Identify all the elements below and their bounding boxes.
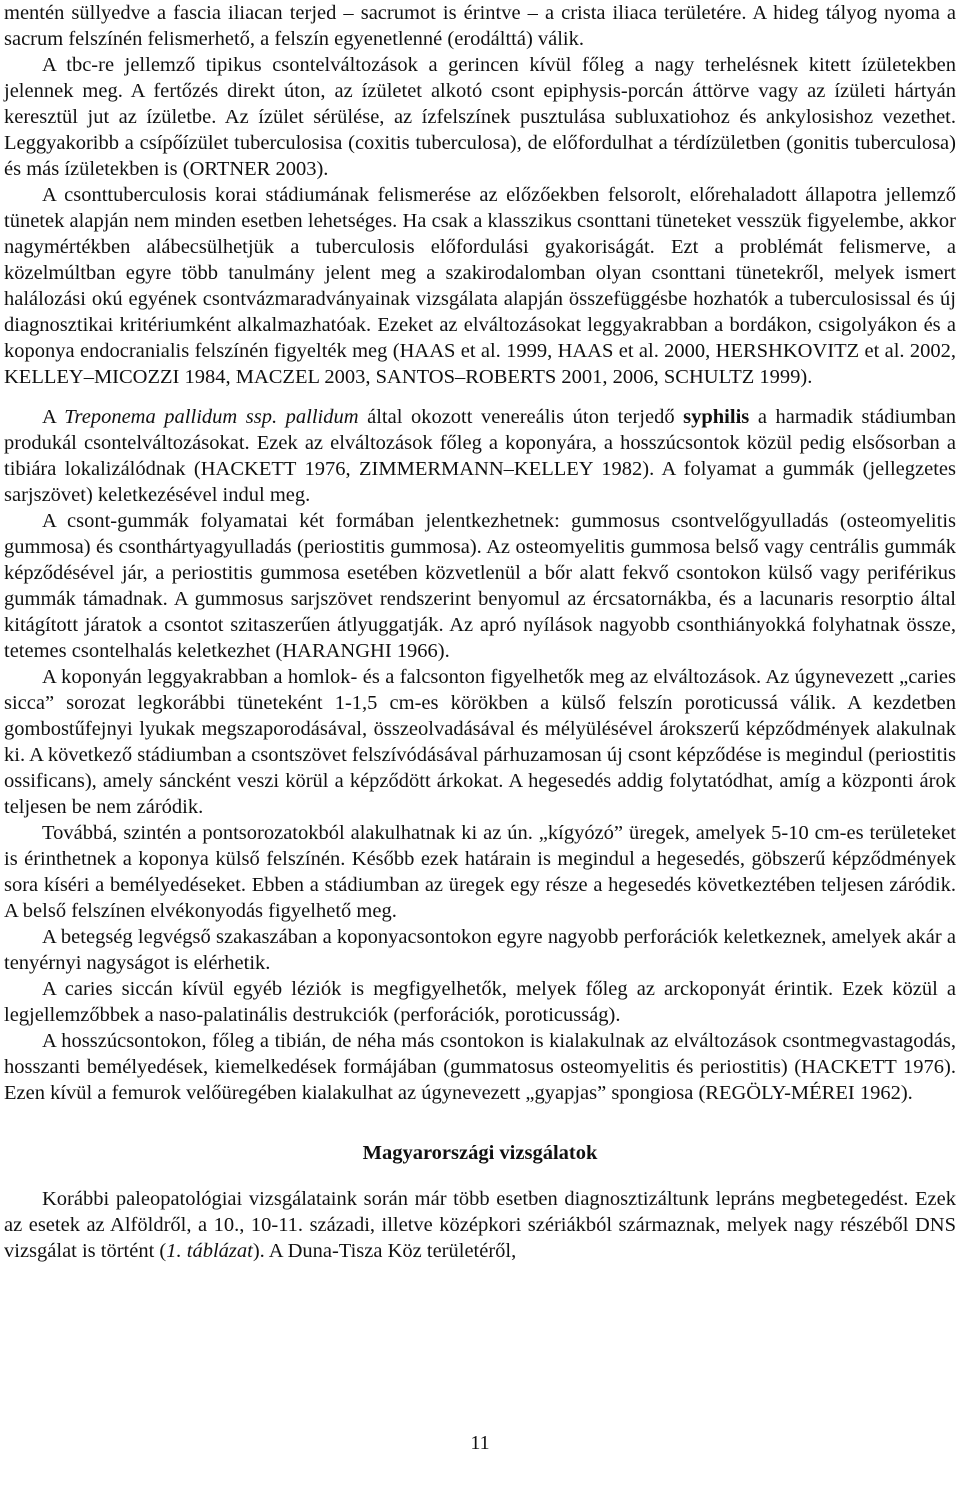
- text-run: által okozott venereális úton terjedő: [358, 406, 684, 428]
- paragraph: [4, 0, 956, 52]
- paragraph: [4, 1028, 956, 1106]
- paragraph: [4, 52, 956, 182]
- paragraph: [4, 976, 956, 1028]
- text-run: a harmadik stádiumban produkál csontelváltozásokat. Ezek az elváltozások főleg a koponyára, a hosszúcsontok közül pedig elsősorban a tibiára lokalizálódnak (HACKETT 1976, ZIMMERMANN–KELLEY 1982). A folyamat a gummák (jellegzetes sarjszövet) keletkezésével indul meg.: [4, 406, 956, 506]
- page-number: 11: [470, 1432, 490, 1454]
- text-run: mentén süllyedve a fascia iliacan terjed – sacrumot is érintve – a crista iliaca területére. A hideg tályog nyoma a sacrum felszínén felismerhető, a felszín egyenetlenné (erodálttá) válik.: [4, 2, 956, 50]
- text-run: A hosszúcsontokon, főleg a tibián, de néha más csontokon is kialakulnak az elváltozások csontmegvastagodás, hosszanti bemélyedések, kiemelkedések formájában (gummatosus osteomyelitis és periostitis) (HACKETT 1976). Ezen kívül a femurok velőüregében kialakulhat az úgynevezett „gyapjas” spongiosa (REGÖLY-MÉREI 1962).: [4, 1030, 956, 1104]
- text-run: A caries siccán kívül egyéb léziók is megfigyelhetők, melyek főleg az arckoponyát érintik. Ezek közül a legjellemzőbbek a naso-palatinális destrukciók (perforációk, poroticusság).: [4, 978, 956, 1026]
- text-run: ). A Duna-Tisza Köz területéről,: [252, 1240, 517, 1262]
- document-page: [4, 0, 956, 1264]
- text-run: A koponyán leggyakrabban a homlok- és a falcsonton figyelhetők meg az elváltozások. Az úgynevezett „caries sicca” sorozat legkorábbi tüneteként 1-1,5 cm-es körökben a külső felszín poroticussá válik. A kezdetben gombostűfejnyi lyukak megszaporodásával, összeolvadásával és mélyülésével árokszerű képződmények alakulnak ki. A következő stádiumban a csontszövet felszívódásával párhuzamosan új csont képződése is megindul (periostitis ossificans), amely sáncként veszi körül a képződött árkokat. A hegesedés addig folytatódhat, amíg a központi árok teljesen be nem záródik.: [4, 666, 956, 818]
- text-run: A: [42, 406, 65, 428]
- text-run: A csont-gummák folyamatai két formában jelentkezhetnek: gummosus csontvelőgyulladás (osteomyelitis gummosa) és csonthártyagyulladás (periostitis gummosa). Az osteomyelitis gummosa belső vagy centrális gummák képződésével jár, a periostitis gummosa esetében közvetlenül a bőr alatt fekvő csontokon külső vagy periférikus gummák támadnak. A gummosus sarjszövet rendszerint benyomul az ércsatornákba, és a lacunaris resorptio által kitágított járatok a csontot szitaszerűen átlyuggatják. Az apró nyílások nagyobb csonthiányokká folyhatnak össze, tetemes csontelhalás keletkezhet (HARANGHI 1966).: [4, 510, 956, 662]
- text-run: A csonttuberculosis korai stádiumának felismerése az előzőekben felsorolt, előrehaladott állapotra jellemző tünetek alapján nem minden esetben lehetséges. Ha csak a klasszikus csonttani tüneteket vesszük figyelembe, akkor nagymértékben alábecsülhetjük a tuberculosis előfordulási gyakoriságát. Ezt a problémát felismerve, a közelmúltban egyre több tanulmány jelent meg a szakirodalomban olyan csonttani tünetekről, melyek ismert halálozási okú egyének csontvázmaradványainak vizsgálata alapján összefüggésbe hozhatók a tuberculosissal és új diagnosztikai kritériumként alkalmazhatóak. Ezeket az elváltozásokat leggyakrabban a bordákon, csigolyákon és a koponya endocranialis felszínén figyelték meg (HAAS et al. 1999, HAAS et al. 2000, HERSHKOVITZ et al. 2002, KELLEY–MICOZZI 1984, MACZEL 2003, SANTOS–ROBERTS 2001, 2006, SCHULTZ 1999).: [4, 184, 956, 388]
- italic-text: Treponema pallidum ssp. pallidum: [64, 406, 359, 428]
- text-run: Korábbi paleopatológiai vizsgálataink során már több esetben diagnosztizáltunk lepráns megbetegedést. Ezek az esetek az Alföldről, a 10., 10-11. századi, illetve középkori szériákból származnak, melyek nagy részéből DNS vizsgálat is történt (: [4, 1188, 956, 1262]
- italic-text: 1. táblázat: [166, 1240, 253, 1262]
- paragraph: [4, 664, 956, 820]
- paragraph: [4, 924, 956, 976]
- bold-text: syphilis: [683, 406, 750, 428]
- section-heading: Magyarországi vizsgálatok: [362, 1142, 598, 1164]
- text-run: A tbc-re jellemző tipikus csontelváltozások a gerincen kívül főleg a nagy terhelésnek kitett ízületekben jelennek meg. A fertőzés direkt úton, az ízületet alkotó csont epiphysis-porcán áttörve vagy az ízületi hártyán keresztül jut az ízületbe. Az ízület sérülése, az ízfelszínek pusztulása subluxatiohoz és ankylosishoz vezethet. Leggyakoribb a csípőízület tuberculosisa (coxitis tuberculosa), de előfordulhat a térdízületben (gonitis tuberculosa) és más ízületekben is (ORTNER 2003).: [4, 54, 956, 180]
- paragraph: [4, 404, 956, 508]
- paragraph: [4, 820, 956, 924]
- paragraph: [4, 182, 956, 390]
- text-run: Továbbá, szintén a pontsorozatokból alakulhatnak ki az ún. „kígyózó” üregek, amelyek 5-10 cm-es területeket is érinthetnek a koponya külső felszínén. Később ezek határain is megindul a hegesedés, göbszerű képződmények sora kíséri a bemélyedéseket. Ebben a stádiumban az üregek egy része a hegesedés következtében teljesen záródik. A belső felszínen elvékonyodás figyelhető meg.: [4, 822, 956, 922]
- text-run: A betegség legvégső szakaszában a koponyacsontokon egyre nagyobb perforációk keletkeznek, amelyek akár a tenyérnyi nagyságot is elérhetik.: [4, 926, 956, 974]
- paragraph: [4, 1186, 956, 1264]
- paragraph: [4, 508, 956, 664]
